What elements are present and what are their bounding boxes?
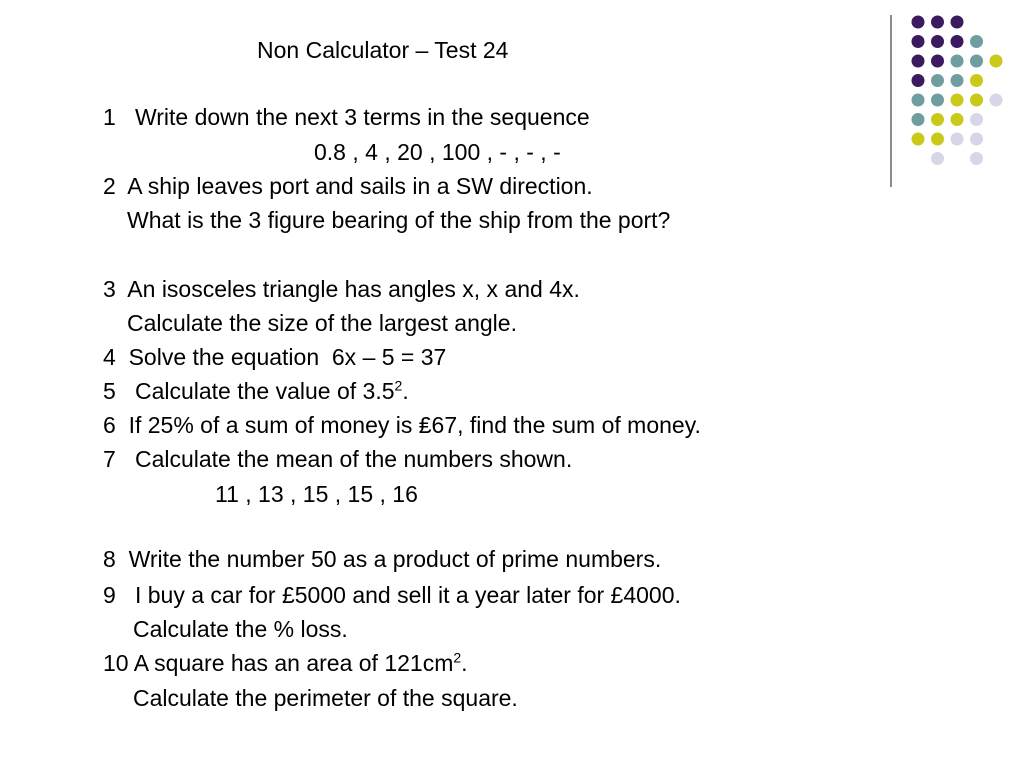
decorative-dot-purple [951, 35, 964, 48]
decorative-dot-teal [931, 94, 944, 107]
decorative-dot-lavender [970, 133, 983, 146]
question-4-text: 4 Solve the equation 6x – 5 = 37 [103, 344, 447, 370]
question-10-line [103, 649, 468, 677]
decorative-dot-lavender [970, 152, 983, 165]
decorative-dot-yellow [931, 133, 944, 146]
question-7-text: 7 Calculate the mean of the numbers shown. [103, 446, 573, 472]
question-9-line-2: Calculate the % loss. [133, 616, 348, 642]
decorative-dot-yellow [931, 113, 944, 126]
question-3-line-1: 3 An isosceles triangle has angles x, x and 4x. [103, 276, 580, 302]
decorative-dot-teal [931, 74, 944, 87]
decorative-dot-purple [931, 55, 944, 68]
decorative-dot-yellow [951, 113, 964, 126]
decorative-dot-lavender [990, 94, 1003, 107]
page-title: Non Calculator – Test 24 [257, 37, 509, 63]
decorative-dot-purple [912, 35, 925, 48]
decorative-dot-teal [912, 94, 925, 107]
question-7-numbers: 11 , 13 , 15 , 15 , 16 [215, 481, 418, 507]
decorative-dot-yellow [951, 94, 964, 107]
question-10-exponent: 2 [453, 649, 462, 666]
question-1-text: 1 Write down the next 3 terms in the sequence [103, 104, 590, 130]
decorative-dot-yellow [970, 74, 983, 87]
decorative-dot-teal [970, 35, 983, 48]
decorative-dot-lavender [970, 113, 983, 126]
question-5-suffix: . [402, 378, 409, 404]
question-5-line [103, 377, 409, 405]
decorative-dot-teal [970, 55, 983, 68]
decorative-dot-yellow [912, 133, 925, 146]
decorative-dot-yellow [990, 55, 1003, 68]
question-10-line-2: Calculate the perimeter of the square. [133, 685, 518, 711]
decorative-dot-lavender [931, 152, 944, 165]
decorative-dot-purple [912, 74, 925, 87]
question-2-line-2: What is the 3 figure bearing of the ship from the port? [127, 207, 671, 233]
decorative-dot-yellow [970, 94, 983, 107]
decorative-dot-purple [912, 55, 925, 68]
decorative-dot-teal [951, 55, 964, 68]
decorative-dot-teal [912, 113, 925, 126]
question-10-suffix: . [461, 650, 468, 676]
decorative-dot-teal [951, 74, 964, 87]
question-3-line-2: Calculate the size of the largest angle. [127, 310, 517, 336]
question-1-sequence: 0.8 , 4 , 20 , 100 , - , - , - [314, 139, 561, 165]
decorative-dot-purple [931, 16, 944, 29]
question-2-line-1: 2 A ship leaves port and sails in a SW direction. [103, 173, 593, 199]
question-8-text: 8 Write the number 50 as a product of prime numbers. [103, 546, 662, 572]
question-5-text: 5 Calculate the value of 3.5 [103, 378, 395, 404]
question-5-exponent: 2 [394, 377, 403, 394]
decorative-dot-purple [912, 16, 925, 29]
question-10-text: 10 A square has an area of 121cm [103, 650, 454, 676]
vertical-divider-line [890, 15, 892, 187]
decorative-dot-lavender [951, 133, 964, 146]
question-9-line-1: 9 I buy a car for £5000 and sell it a year later for £4000. [103, 582, 681, 608]
question-6-text: 6 If 25% of a sum of money is ₤67, find the sum of money. [103, 412, 701, 438]
decorative-dot-purple [931, 35, 944, 48]
decorative-dot-purple [951, 16, 964, 29]
